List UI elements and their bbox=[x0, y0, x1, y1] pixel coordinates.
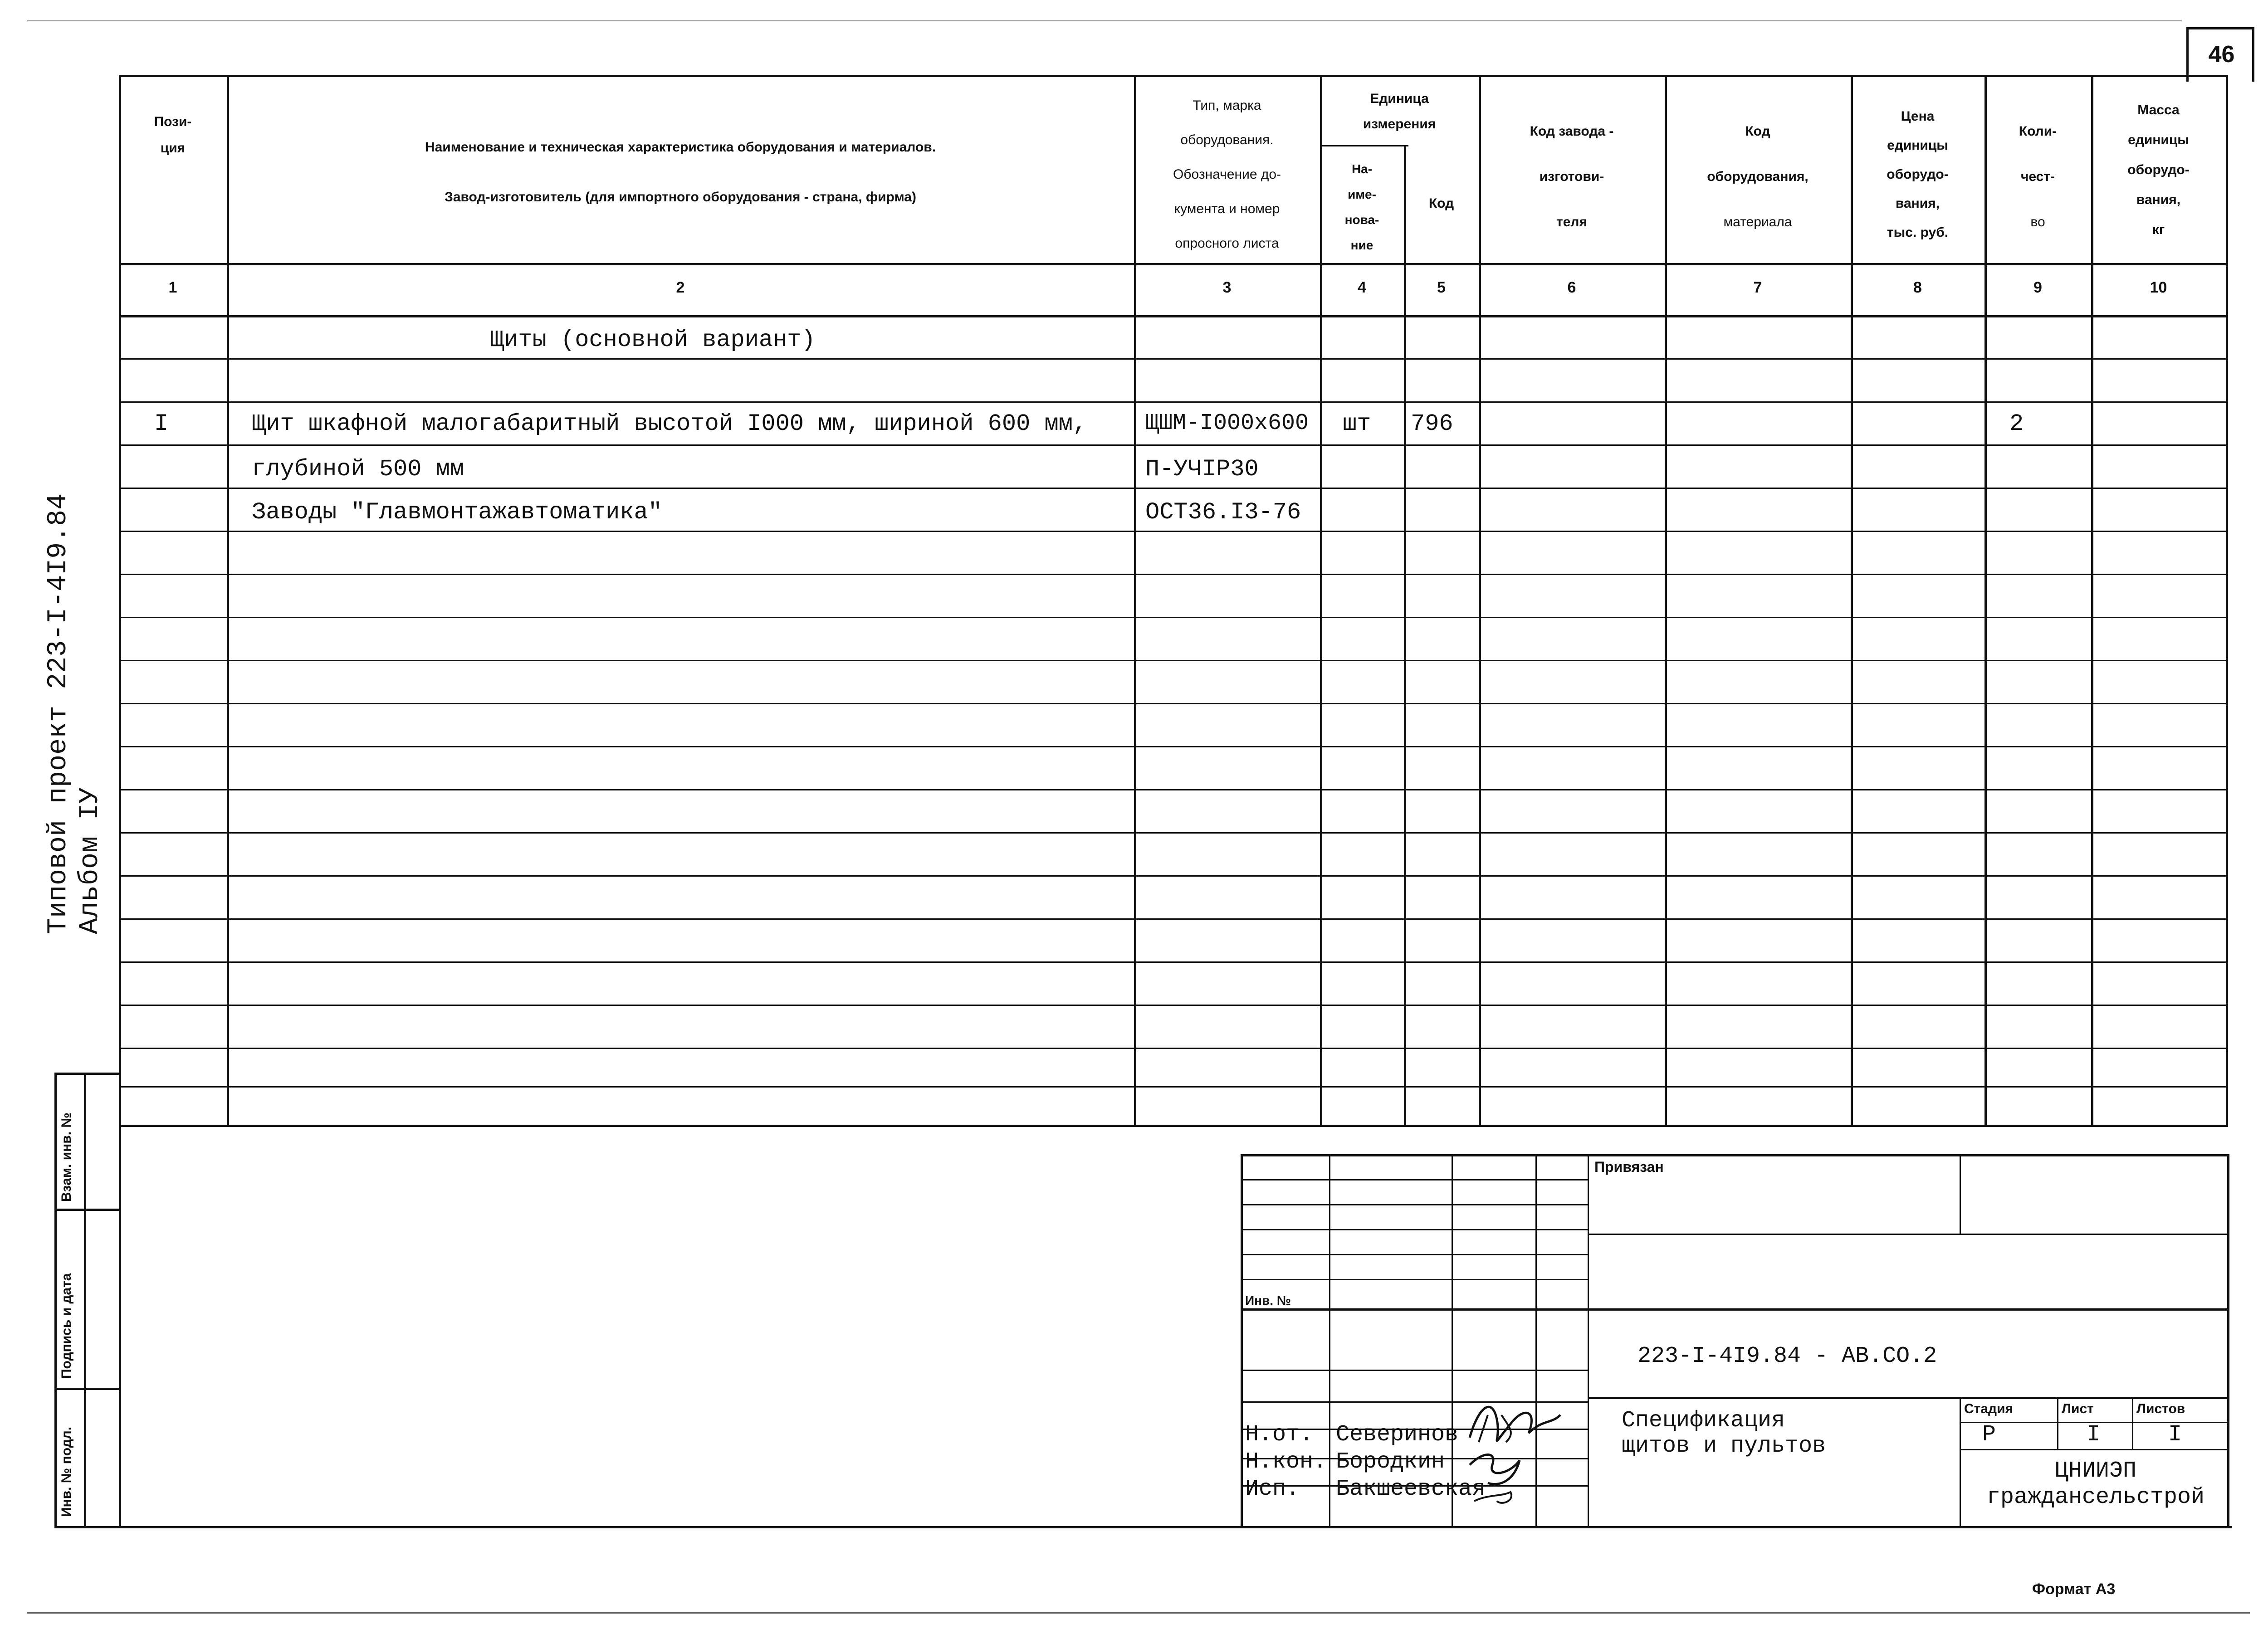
frame-bottom bbox=[54, 1526, 2232, 1528]
side-project-label: Типовой проект 223-I-4I9.84 bbox=[43, 493, 74, 934]
format-label: Формат А3 bbox=[2032, 1580, 2116, 1598]
header-unit-name: На- име- нова- ние bbox=[1344, 162, 1379, 252]
header-mass: Масса единицы оборудо- вания, кг bbox=[2127, 102, 2190, 237]
tb-sheets-label: Листов bbox=[2136, 1401, 2185, 1416]
row-2-name: глубиной 500 мм bbox=[252, 456, 464, 483]
header-maker-code: Код завода - изготови- теля bbox=[1530, 124, 1614, 229]
header-price: Цена единицы оборудо- вания, тыс. руб. bbox=[1887, 109, 1949, 240]
col-number-7: 7 bbox=[1753, 279, 1762, 296]
top-edge-line bbox=[27, 20, 2182, 21]
stamp-inv-podl: Инв. № подл. bbox=[59, 1426, 74, 1517]
sig-1-role: Н.от. bbox=[1245, 1422, 1314, 1448]
stamp-vzam-inv: Взам. инв. № bbox=[59, 1112, 74, 1202]
row-2-type: П-УЧIР30 bbox=[1145, 456, 1259, 483]
tb-sheets: I bbox=[2168, 1422, 2182, 1448]
tb-privyazan-label: Привязан bbox=[1594, 1159, 1664, 1175]
tb-sheet: I bbox=[2087, 1422, 2101, 1448]
tb-stage-label: Стадия bbox=[1964, 1401, 2014, 1416]
col-number-8: 8 bbox=[1913, 279, 1922, 296]
header-name: Наименование и техническая характеристика оборудования и материалов. Завод-изготовитель (для импортного оборудования - страна, фирма) bbox=[425, 140, 936, 205]
page-box-right bbox=[2252, 27, 2254, 82]
sig-2-name: Бородкин bbox=[1336, 1449, 1445, 1475]
col-number-2: 2 bbox=[676, 279, 685, 296]
tb-stage: Р bbox=[1982, 1422, 1996, 1448]
bottom-edge-line bbox=[27, 1612, 2250, 1614]
row-3-name: Заводы "Главмонтажавтоматика" bbox=[252, 499, 662, 526]
stamp-sign-date: Подпись и дата bbox=[59, 1273, 74, 1379]
col-number-3: 3 bbox=[1222, 279, 1232, 296]
header-unit-code: Код bbox=[1428, 196, 1454, 211]
col-number-5: 5 bbox=[1437, 279, 1446, 296]
col-number-1: 1 bbox=[168, 279, 177, 296]
col-number-6: 6 bbox=[1567, 279, 1576, 296]
handwritten-signatures bbox=[1461, 1388, 1569, 1524]
row-1-type: ЩШМ-I000х600 bbox=[1145, 410, 1309, 436]
tb-sheet-label: Лист bbox=[2062, 1401, 2094, 1416]
header-unit-group: Единица измерения bbox=[1363, 91, 1436, 132]
sig-1-name: Северинов bbox=[1336, 1422, 1459, 1448]
tb-title: Спецификация щитов и пультов bbox=[1622, 1408, 1826, 1459]
sig-3-role: Исп. bbox=[1245, 1476, 1300, 1502]
row-1-qty: 2 bbox=[2009, 410, 2024, 437]
row-1-pos: I bbox=[154, 410, 169, 437]
header-pos: Пози- ция bbox=[154, 114, 192, 156]
sig-2-role: Н.кон. bbox=[1245, 1449, 1327, 1475]
page-box-top bbox=[2186, 27, 2254, 29]
header-equip-code: Код оборудования, материала bbox=[1707, 124, 1809, 229]
col-number-4: 4 bbox=[1358, 279, 1366, 296]
row-1-unit: шт bbox=[1343, 410, 1371, 437]
header-qty: Коли- чест- во bbox=[2019, 124, 2057, 229]
row-1-name: Щит шкафной малогабаритный высотой I000 мм, шириной 600 мм, bbox=[252, 410, 1087, 437]
row-1-code: 796 bbox=[1411, 410, 1453, 437]
page-box-left bbox=[2186, 27, 2189, 82]
page-number: 46 bbox=[2208, 41, 2235, 68]
section-title: Щиты (основной вариант) bbox=[490, 327, 816, 353]
side-album-label: Альбом IУ bbox=[75, 787, 106, 934]
col-number-10: 10 bbox=[2150, 279, 2167, 296]
tb-inv-no-label: Инв. № bbox=[1245, 1293, 1291, 1307]
tb-org: ЦНИИЭП граждансельстрой bbox=[1986, 1458, 2205, 1510]
header-type: Тип, марка оборудования. Обозначение до- кумента и номер опросного листа bbox=[1173, 98, 1281, 251]
sig-3-name: Бакшеевская bbox=[1336, 1476, 1486, 1502]
col-number-9: 9 bbox=[2033, 279, 2042, 296]
row-3-type: ОСТ36.I3-76 bbox=[1145, 499, 1301, 526]
tb-doc-code: 223-I-4I9.84 - АВ.СО.2 bbox=[1637, 1343, 1937, 1369]
